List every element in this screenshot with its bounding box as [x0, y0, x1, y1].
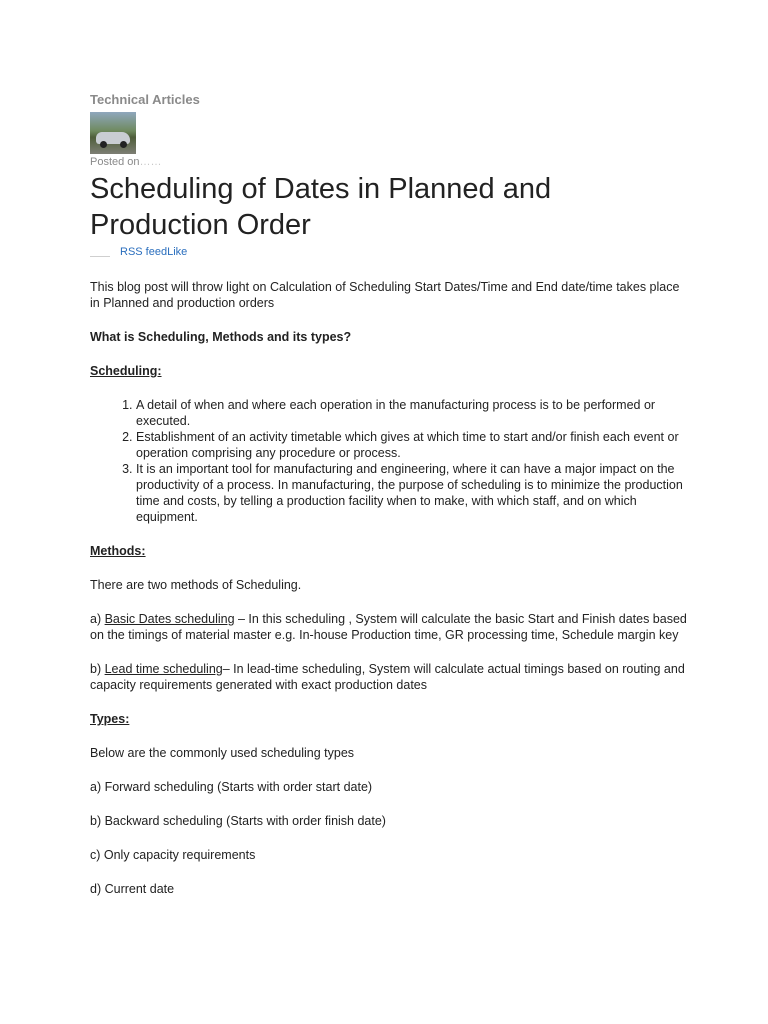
scheduling-list [90, 397, 690, 525]
method-description: – In lead-time scheduling, System will calculate actual timings based on routing and capacity requirements generated with exact production dates [90, 662, 685, 692]
posted-on-label: Posted on [90, 156, 140, 168]
method-description: – In this scheduling , System will calculate the basic Start and Finish dates based on the timings of material master e.g. In-house Production time, GR processing time, Schedule margin key [90, 612, 687, 642]
intro-paragraph: This blog post will throw light on Calculation of Scheduling Start Dates/Time and End date/time takes place in Planned and production orders [90, 280, 680, 310]
share-row [90, 245, 690, 259]
wheel-shape [120, 141, 127, 148]
share-placeholder [90, 256, 110, 257]
method-term: Basic Dates scheduling [104, 612, 235, 626]
article [90, 92, 690, 897]
types-heading: Types: [90, 712, 130, 726]
wheel-shape [100, 141, 107, 148]
question-heading: What is Scheduling, Methods and its types? [90, 330, 352, 344]
method-prefix: a) [90, 612, 105, 626]
list-item: 1. A detail of when and where each operation in the manufacturing process is to be performed or executed. [136, 397, 690, 429]
category-label: Technical Articles [90, 92, 200, 107]
rss-feed-link[interactable]: RSS feed [120, 246, 168, 258]
type-item: c) Only capacity requirements [90, 848, 256, 862]
list-item: 3. It is an important tool for manufacturing and engineering, where it can have a major impact on the productivity of a process. In manufacturing, the purpose of scheduling is to minimize the production time and costs, by telling a production facility when to make, with which staff, and on which equipment. [136, 461, 690, 525]
scheduling-heading: Scheduling: [90, 364, 162, 378]
list-item: 2. Establishment of an activity timetable which gives at which time to start and/or finish each event or operation comprising any procedure or process. [136, 429, 690, 461]
type-item: b) Backward scheduling (Starts with order finish date) [90, 814, 386, 828]
methods-intro: There are two methods of Scheduling. [90, 578, 302, 592]
method-basic-dates [90, 611, 690, 643]
like-link[interactable]: Like [167, 246, 188, 258]
article-title: Scheduling of Dates in Planned and Production Order [90, 173, 552, 241]
posted-on [90, 156, 690, 168]
method-term: Lead time scheduling [104, 662, 223, 676]
posted-on-placeholder: …… [139, 156, 162, 168]
types-intro: Below are the commonly used scheduling types [90, 746, 355, 760]
method-lead-time [90, 661, 690, 693]
method-prefix: b) [90, 662, 105, 676]
author-thumbnail [90, 112, 136, 154]
methods-heading: Methods: [90, 544, 146, 558]
type-item: d) Current date [90, 882, 175, 896]
type-item: a) Forward scheduling (Starts with order start date) [90, 780, 373, 794]
